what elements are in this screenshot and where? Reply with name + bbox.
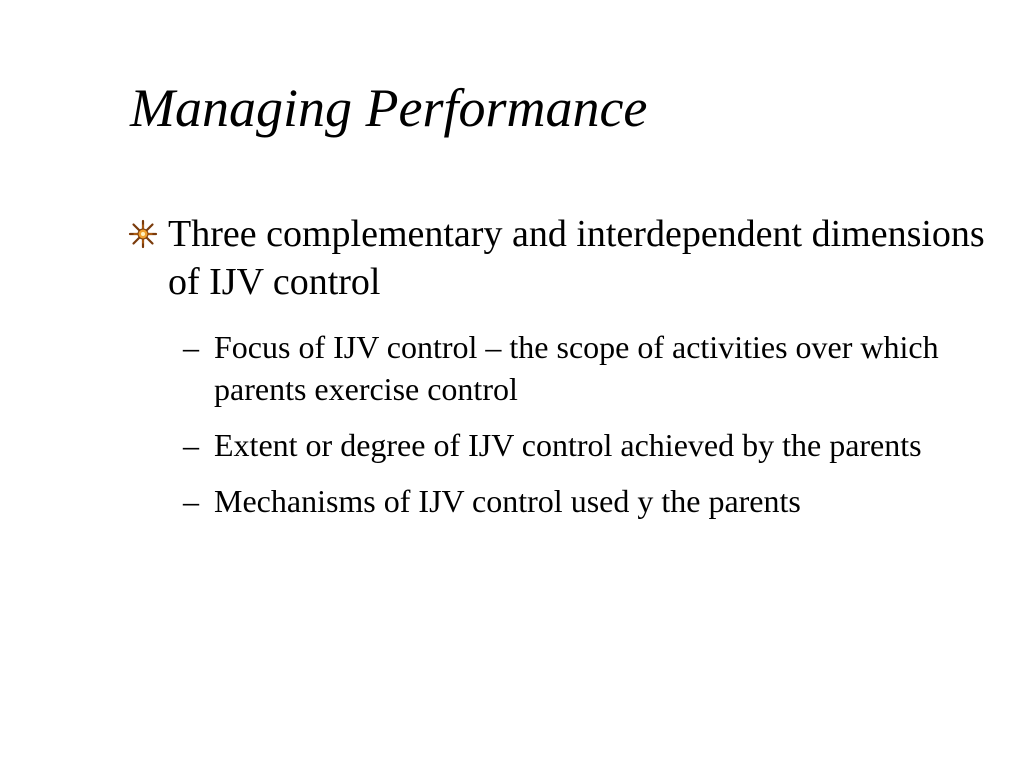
star-burst-bullet-icon (128, 219, 158, 249)
dash-marker: – (183, 483, 199, 519)
dash-marker: – (183, 329, 199, 365)
main-bullet (128, 210, 988, 306)
slide-title: Managing Performance (130, 78, 648, 138)
dash-marker: – (183, 427, 199, 463)
main-bullet-text: Three complementary and interdependent dimensions of IJV control (168, 213, 985, 303)
sub-bullet-item (183, 326, 983, 410)
sub-bullet-text: Extent or degree of IJV control achieved by the parents (214, 427, 922, 463)
sub-bullet-item (183, 480, 983, 522)
sub-bullet-list (183, 326, 983, 536)
sub-bullet-item (183, 424, 983, 466)
sub-bullet-text: Focus of IJV control – the scope of activities over which parents exercise control (214, 329, 939, 407)
sub-bullet-text: Mechanisms of IJV control used y the parents (214, 483, 801, 519)
